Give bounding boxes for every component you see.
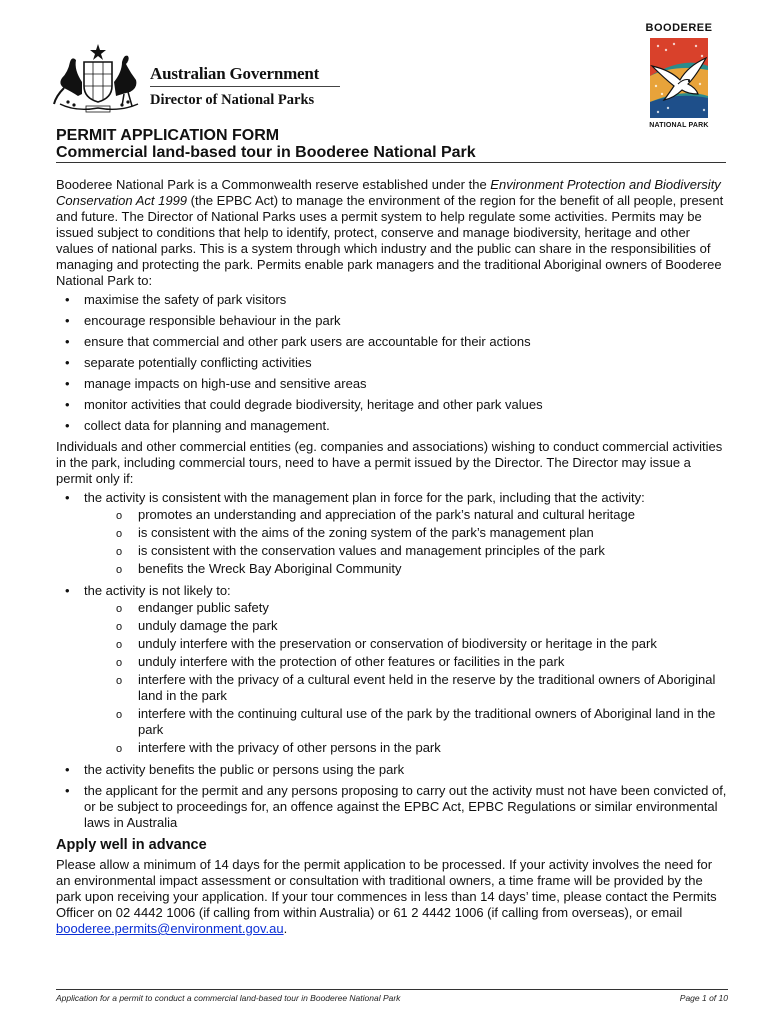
bullet-icon: • [65,583,70,598]
act-name: Environment Protection and Biodiversity Conservation Act 1999 [56,177,721,208]
sub-list-item-text: unduly damage the park [138,618,278,633]
page-number: Page 1 of 10 [679,993,728,1003]
list-item-text: the activity benefits the public or persons using the park [84,762,405,777]
page-footer [56,989,728,1003]
sub-list-item-text: interfere with the privacy of other persons in the park [138,740,441,755]
circle-bullet-icon: o [116,564,123,576]
bullet-icon: • [65,418,70,433]
sea-eagle-icon [644,36,714,120]
government-name: Australian Government [150,64,320,83]
list-item [56,292,728,308]
advance-text: Please allow a minimum of 14 days for the permit application to be processed. If your activity involves the need for an environmental impact assessment or consultation with traditional owners, a time frame will be provided by the park upon receiving your application. If your tour commences in less than 14 days’ time, please contact the Permits Officer on 02 4442 1006 (if calling from within Australia) or 61 2 4442 1006 (if calling from overseas), or email [56,857,717,920]
list-item [56,490,728,577]
australian-government-logo [52,42,352,114]
coat-of-arms-icon [52,42,144,114]
logo-top-text: BOODEREE [645,22,713,34]
form-title [56,127,726,163]
logo-bottom-text: NATIONAL PARK [649,122,709,129]
sub-list-item [84,618,728,634]
list-item [56,783,728,831]
bullet-icon: • [65,292,70,307]
sub-list-item [84,507,728,523]
sub-list-item [84,600,728,616]
list-item-text: maximise the safety of park visitors [84,292,287,307]
list-item [56,397,728,413]
sub-list-item-text: interfere with the privacy of a cultural event held in the reserve by the traditional owners of Aboriginal land in the park [138,672,716,703]
circle-bullet-icon: o [116,603,123,615]
section-heading: Apply well in advance [56,837,207,853]
circle-bullet-icon: o [116,675,123,687]
intro-text-b: (the EPBC Act) to manage the environment of the region for the benefit of all people, present and future. The Director of National Parks uses a permit system to help regulate some activities. Permits may be issued subject to conditions that help to identify, protect, conserve and manage biodiversity, heritage and other values of national parks. This is a system through which industry and the public can share in the responsibilities of managing and protecting the park. Permits enable park managers and the traditional Aboriginal owners of Booderee National Park to: [56,193,724,288]
sub-list-item [84,654,728,670]
title-line-2: Commercial land-based tour in Booderee National Park [56,144,476,161]
intro-text-a: Booderee National Park is a Commonwealth reserve established under the [56,177,491,192]
circle-bullet-icon: o [116,639,123,651]
sub-list-item-text: endanger public safety [138,600,269,615]
divider [150,86,340,87]
bullet-icon: • [65,490,70,505]
sub-list-item [84,740,728,756]
sub-list-item [84,672,728,704]
circle-bullet-icon: o [116,546,123,558]
bullet-icon: • [65,783,70,798]
circle-bullet-icon: o [116,510,123,522]
list-item [56,762,728,778]
sub-list [84,507,728,577]
sub-list-item-text: benefits the Wreck Bay Aboriginal Community [138,561,402,576]
advance-end: . [283,921,288,936]
list-item-text: monitor activities that could degrade biodiversity, heritage and other park values [84,397,543,412]
list-item [56,418,728,434]
list-item [56,313,728,329]
bullet-icon: • [65,334,70,349]
department-name: Director of National Parks [150,92,315,108]
sub-list-item-text: promotes an understanding and appreciation of the park’s natural and cultural heritage [138,507,635,522]
sub-list-item [84,561,728,577]
circle-bullet-icon: o [116,743,123,755]
sub-list-item [84,543,728,559]
advance-paragraph [56,857,728,937]
circle-bullet-icon: o [116,621,123,633]
conditions-list [56,490,728,831]
bullet-icon: • [65,762,70,777]
circle-bullet-icon: o [116,528,123,540]
permit-conditions-paragraph: Individuals and other commercial entities (eg. companies and associations) wishing to conduct commercial activities in the park, including commercial tours, need to have a permit issued by the Director. The Director may issue a permit only if: [56,439,723,486]
bullet-icon: • [65,376,70,391]
sub-list-item-text: unduly interfere with the protection of other features or facilities in the park [138,654,565,669]
list-item-text: encourage responsible behaviour in the park [84,313,341,328]
list-item-text: separate potentially conflicting activities [84,355,312,370]
booderee-logo [642,22,716,134]
sub-list [84,600,728,756]
bullet-icon: • [65,397,70,412]
sub-list-item-text: is consistent with the conservation values and management principles of the park [138,543,605,558]
title-line-1: PERMIT APPLICATION FORM [56,127,280,144]
footer-title: Application for a permit to conduct a commercial land-based tour in Booderee National Park [56,993,401,1003]
list-item [56,334,728,350]
list-item-text: collect data for planning and management. [84,418,330,433]
bullet-icon: • [65,313,70,328]
sub-list-item-text: unduly interfere with the preservation or conservation of biodiversity or heritage in the park [138,636,657,651]
list-item-text: the activity is consistent with the management plan in force for the park, including that the activity: [84,490,645,505]
list-item-text: the activity is not likely to: [84,583,231,598]
sub-list-item-text: is consistent with the aims of the zoning system of the park’s management plan [138,525,594,540]
list-item-text: ensure that commercial and other park users are accountable for their actions [84,334,531,349]
circle-bullet-icon: o [116,657,123,669]
sub-list-item [84,636,728,652]
intro-paragraph [56,177,728,289]
list-item-text: manage impacts on high-use and sensitive areas [84,376,367,391]
sub-list-item [84,525,728,541]
list-item [56,376,728,392]
list-item [56,583,728,756]
list-item-text: the applicant for the permit and any persons proposing to carry out the activity must not have been convicted of, or be subject to proceedings for, an offence against the EPBC Act, EPBC Regulations or similar environmental laws in Australia [84,783,727,830]
email-link[interactable]: booderee.permits@environment.gov.au [56,921,284,936]
sub-list-item [84,706,728,738]
aims-list [56,292,728,434]
circle-bullet-icon: o [116,709,123,721]
sub-list-item-text: interfere with the continuing cultural use of the park by the traditional owners of Aboriginal land in the park [138,706,716,737]
document-body [56,177,728,937]
list-item [56,355,728,371]
bullet-icon: • [65,355,70,370]
